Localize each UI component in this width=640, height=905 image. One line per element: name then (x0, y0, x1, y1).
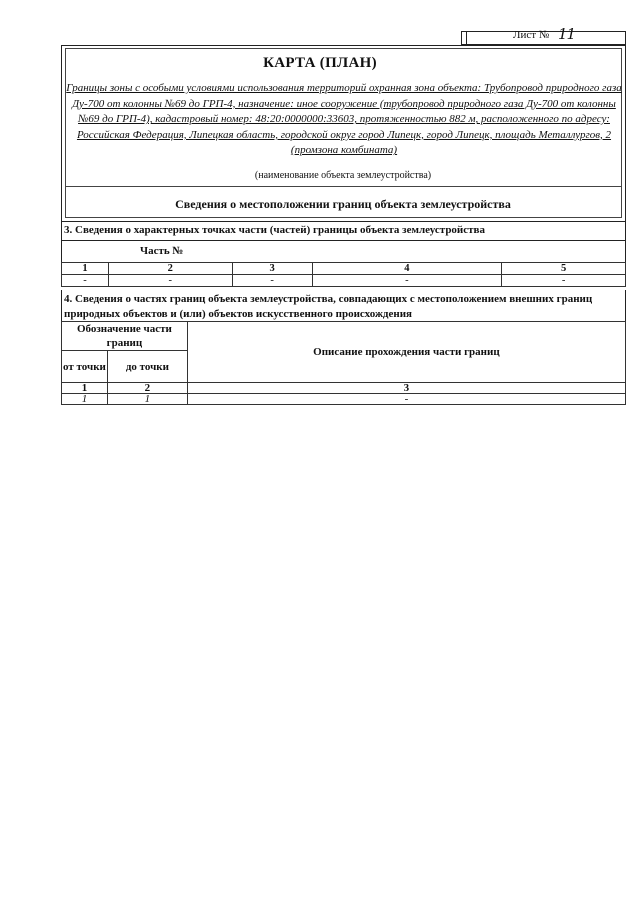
section3-heading: 3. Сведения о характерных точках части (частей) границы объекта землеустройства (61, 221, 626, 241)
table-cell: - (62, 275, 109, 287)
table-row (62, 275, 626, 287)
boundary-designation-header: Обозначение части границ (62, 322, 188, 351)
section3-table (61, 262, 626, 287)
table-header-row (62, 263, 626, 275)
divider (65, 186, 622, 187)
table-cell: - (108, 275, 232, 287)
table-header-cell: 1 (62, 263, 109, 275)
table-header-cell: 2 (108, 263, 232, 275)
part-number-label: Часть № (140, 245, 184, 257)
from-point-header: от точки (62, 351, 108, 383)
table-cell: 1 (62, 394, 108, 405)
object-description: Границы зоны с особыми условиями использования территорий охранная зона объекта: Трубопровод природного газа Ду-700 от колонны №69 до ГРП-4, назначение: иное сооружение (трубопровод природного газа Ду-700 от колонны №69 до ГРП-4), кадастровый номер: 48:20:0000000:33603, протяженностью 882 м, расположенного по адресу: Российская Федерация, Липецкая область, городской округ город Липецк, город Липецк, площадь Металлургов, 2 (промзона комбината) (66, 82, 622, 157)
section4-heading: 4. Сведения о частях границ объекта землеустройства, совпадающих с местоположением внешних границ природных объектов и (или) объектов искусственного происхождения (61, 290, 626, 321)
table-header-cell: 4 (312, 263, 502, 275)
section4-table (61, 321, 626, 405)
page-title: КАРТА (ПЛАН) (263, 55, 377, 71)
table-header-cell: 5 (502, 263, 626, 275)
boundary-description-header: Описание прохождения части границ (187, 322, 625, 383)
table-header-cell: 3 (232, 263, 312, 275)
sheet-label: Лист № (513, 29, 550, 41)
table-cell: - (502, 275, 626, 287)
table-cell: 1 (107, 394, 187, 405)
table-cell: - (232, 275, 312, 287)
table-cell: - (312, 275, 502, 287)
section-title: Сведения о местоположении границ объекта землеустройства (175, 197, 511, 211)
table-cell: - (187, 394, 625, 405)
to-point-header: до точки (107, 351, 187, 383)
table-row (62, 394, 626, 405)
part-number-row (61, 241, 626, 262)
table-header-cell: 1 (62, 383, 108, 394)
sheet-number: 11 (558, 25, 576, 43)
table-header-cell: 3 (187, 383, 625, 394)
description-caption: (наименование объекта землеустройства) (254, 170, 432, 181)
table-header-cell: 2 (107, 383, 187, 394)
